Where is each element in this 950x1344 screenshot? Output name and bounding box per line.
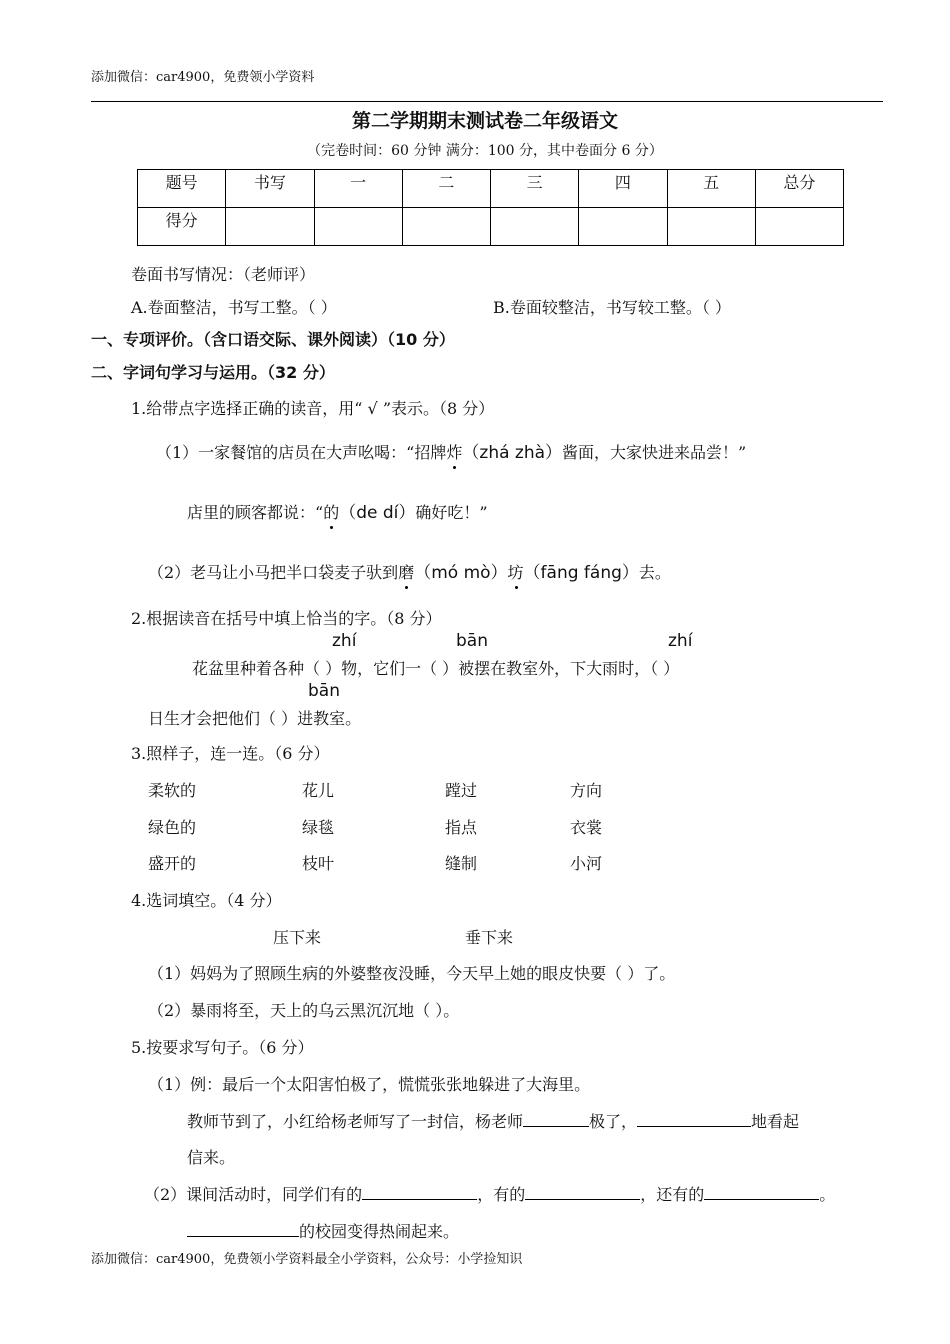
match-word[interactable]: 枝叶 [302,854,335,873]
header-rule [91,101,883,102]
neatness-option-a: A.卷面整洁，书写工整。（ ） [131,298,337,317]
q5-item-2-text-d: 。 [819,1185,836,1204]
q5-item-2-text-c: ，还有的 [640,1185,705,1204]
q3-title: 3.照样子，连一连。（6 分） [131,744,330,763]
answer-blank[interactable] [704,1185,819,1200]
pinyin-hint: bān [308,681,340,701]
neatness-option-b: B.卷面较整洁，书写较工整。（ ） [493,298,731,317]
score-table-header: 题号 [138,170,226,208]
answer-blank[interactable] [187,1222,299,1237]
exam-title: 第二学期期末测试卷二年级语文 [351,110,618,132]
score-table-score-row [138,208,844,246]
dotted-char: 坊 [507,563,524,582]
q2-line-2: 日生才会把他们（ ）进教室。 [148,709,362,728]
q1-item-2-pre: （2）老马让小马把半口袋麦子驮到 [148,563,399,582]
score-cell[interactable] [579,208,667,246]
score-table-row-label: 得分 [138,208,226,246]
pinyin-hint: bān [456,631,488,651]
pinyin-choice: （mó mò） [414,563,508,583]
q1-item-1b [187,498,488,523]
answer-blank[interactable] [523,1112,589,1127]
q5-item-2-line [144,1182,835,1205]
score-table-header: 五 [667,170,755,208]
answer-blank[interactable] [637,1112,751,1127]
match-word[interactable]: 绿色的 [148,818,197,837]
match-word[interactable]: 绿毯 [302,818,335,837]
pinyin-choice: （fāng fáng） [523,563,639,583]
score-table-header: 四 [579,170,667,208]
q5-item-2-text-b: ，有的 [477,1185,526,1204]
q5-example: （1）例：最后一个太阳害怕极了，慌慌张张地躲进了大海里。 [148,1075,591,1094]
q5-item-1-text-b: 极了， [589,1112,638,1131]
score-cell[interactable] [314,208,402,246]
q1-item-1b-post: 确好吃！” [415,503,488,522]
score-cell[interactable] [755,208,843,246]
pinyin-hint: zhí [668,631,693,651]
section-two-heading: 二、字词句学习与运用。（32 分） [91,363,335,382]
q5-item-2-cont [187,1219,459,1242]
q1-item-2 [148,558,671,583]
q2-title: 2.根据读音在括号中填上恰当的字。（8 分） [131,609,442,628]
pinyin-choice: （zhá zhà） [462,443,563,463]
q1-title: 1.给带点字选择正确的读音，用“ √ ”表示。（8 分） [131,399,495,418]
q5-title: 5.按要求写句子。（6 分） [131,1038,314,1057]
score-cell[interactable] [226,208,314,246]
dotted-char: 炸 [446,443,463,462]
q1-item-1-post: 酱面，大家快进来品尝！” [562,443,747,462]
q4-title: 4.选词填空。（4 分） [131,891,282,910]
match-word[interactable]: 柔软的 [148,781,197,800]
word-choice: 垂下来 [465,928,514,947]
word-choice: 压下来 [273,928,322,947]
q4-item-2: （2）暴雨将至，天上的乌云黑沉沉地（ ）。 [148,1001,460,1020]
q5-item-2-text-e: 的校园变得热闹起来。 [299,1222,460,1241]
score-table-header: 总分 [755,170,843,208]
score-table-header: 三 [491,170,579,208]
q5-item-2-text-a: （2）课间活动时，同学们有的 [144,1185,363,1204]
match-word[interactable]: 衣裳 [570,818,603,837]
neatness-label: 卷面书写情况：（老师评） [131,265,316,284]
score-cell[interactable] [491,208,579,246]
pinyin-choice: （de dí） [339,503,416,523]
score-table-header-row [138,170,844,208]
exam-subtitle: （完卷时间：60 分钟 满分：100 分，其中卷面分 6 分） [307,143,663,159]
q5-item-1-cont: 信来。 [187,1148,236,1167]
match-word[interactable]: 方向 [570,781,603,800]
score-table-header: 一 [314,170,402,208]
score-table-header: 二 [402,170,490,208]
answer-blank[interactable] [362,1185,477,1200]
q1-item-2-post: 去。 [638,563,671,582]
match-word[interactable]: 蹚过 [445,781,478,800]
q5-item-1-text-c: 地看起 [751,1112,800,1131]
footer-note: 添加微信：car4900，免费领小学资料最全小学资料，公众号：小学捡知识 [91,1252,523,1267]
answer-blank[interactable] [525,1185,640,1200]
q5-item-1-line [187,1109,799,1132]
q5-item-1-text-a: 教师节到了，小红给杨老师写了一封信，杨老师 [187,1112,524,1131]
match-word[interactable]: 指点 [445,818,478,837]
score-cell[interactable] [667,208,755,246]
dotted-char: 的 [323,503,340,522]
q1-item-1b-pre: 店里的顾客都说：“ [187,503,324,522]
header-note: 添加微信：car4900，免费领小学资料 [91,70,315,85]
dotted-char: 磨 [398,563,415,582]
score-table-header: 书写 [226,170,314,208]
section-one-heading: 一、专项评价。（含口语交际、课外阅读）（10 分） [91,330,455,349]
match-word[interactable]: 缝制 [445,854,478,873]
q1-item-1 [156,438,746,463]
match-word[interactable]: 盛开的 [148,854,197,873]
q2-line-1: 花盆里种着各种（ ）物，它们一（ ）被摆在教室外，下大雨时，（ ） [192,659,680,678]
match-word[interactable]: 小河 [570,854,603,873]
score-table [137,169,844,246]
q4-item-1: （1）妈妈为了照顾生病的外婆整夜没睡，今天早上她的眼皮快要（ ）了。 [148,964,676,983]
pinyin-hint: zhí [332,631,357,651]
score-cell[interactable] [402,208,490,246]
match-word[interactable]: 花儿 [302,781,335,800]
q1-item-1-pre: （1）一家餐馆的店员在大声吆喝：“招牌 [156,443,447,462]
